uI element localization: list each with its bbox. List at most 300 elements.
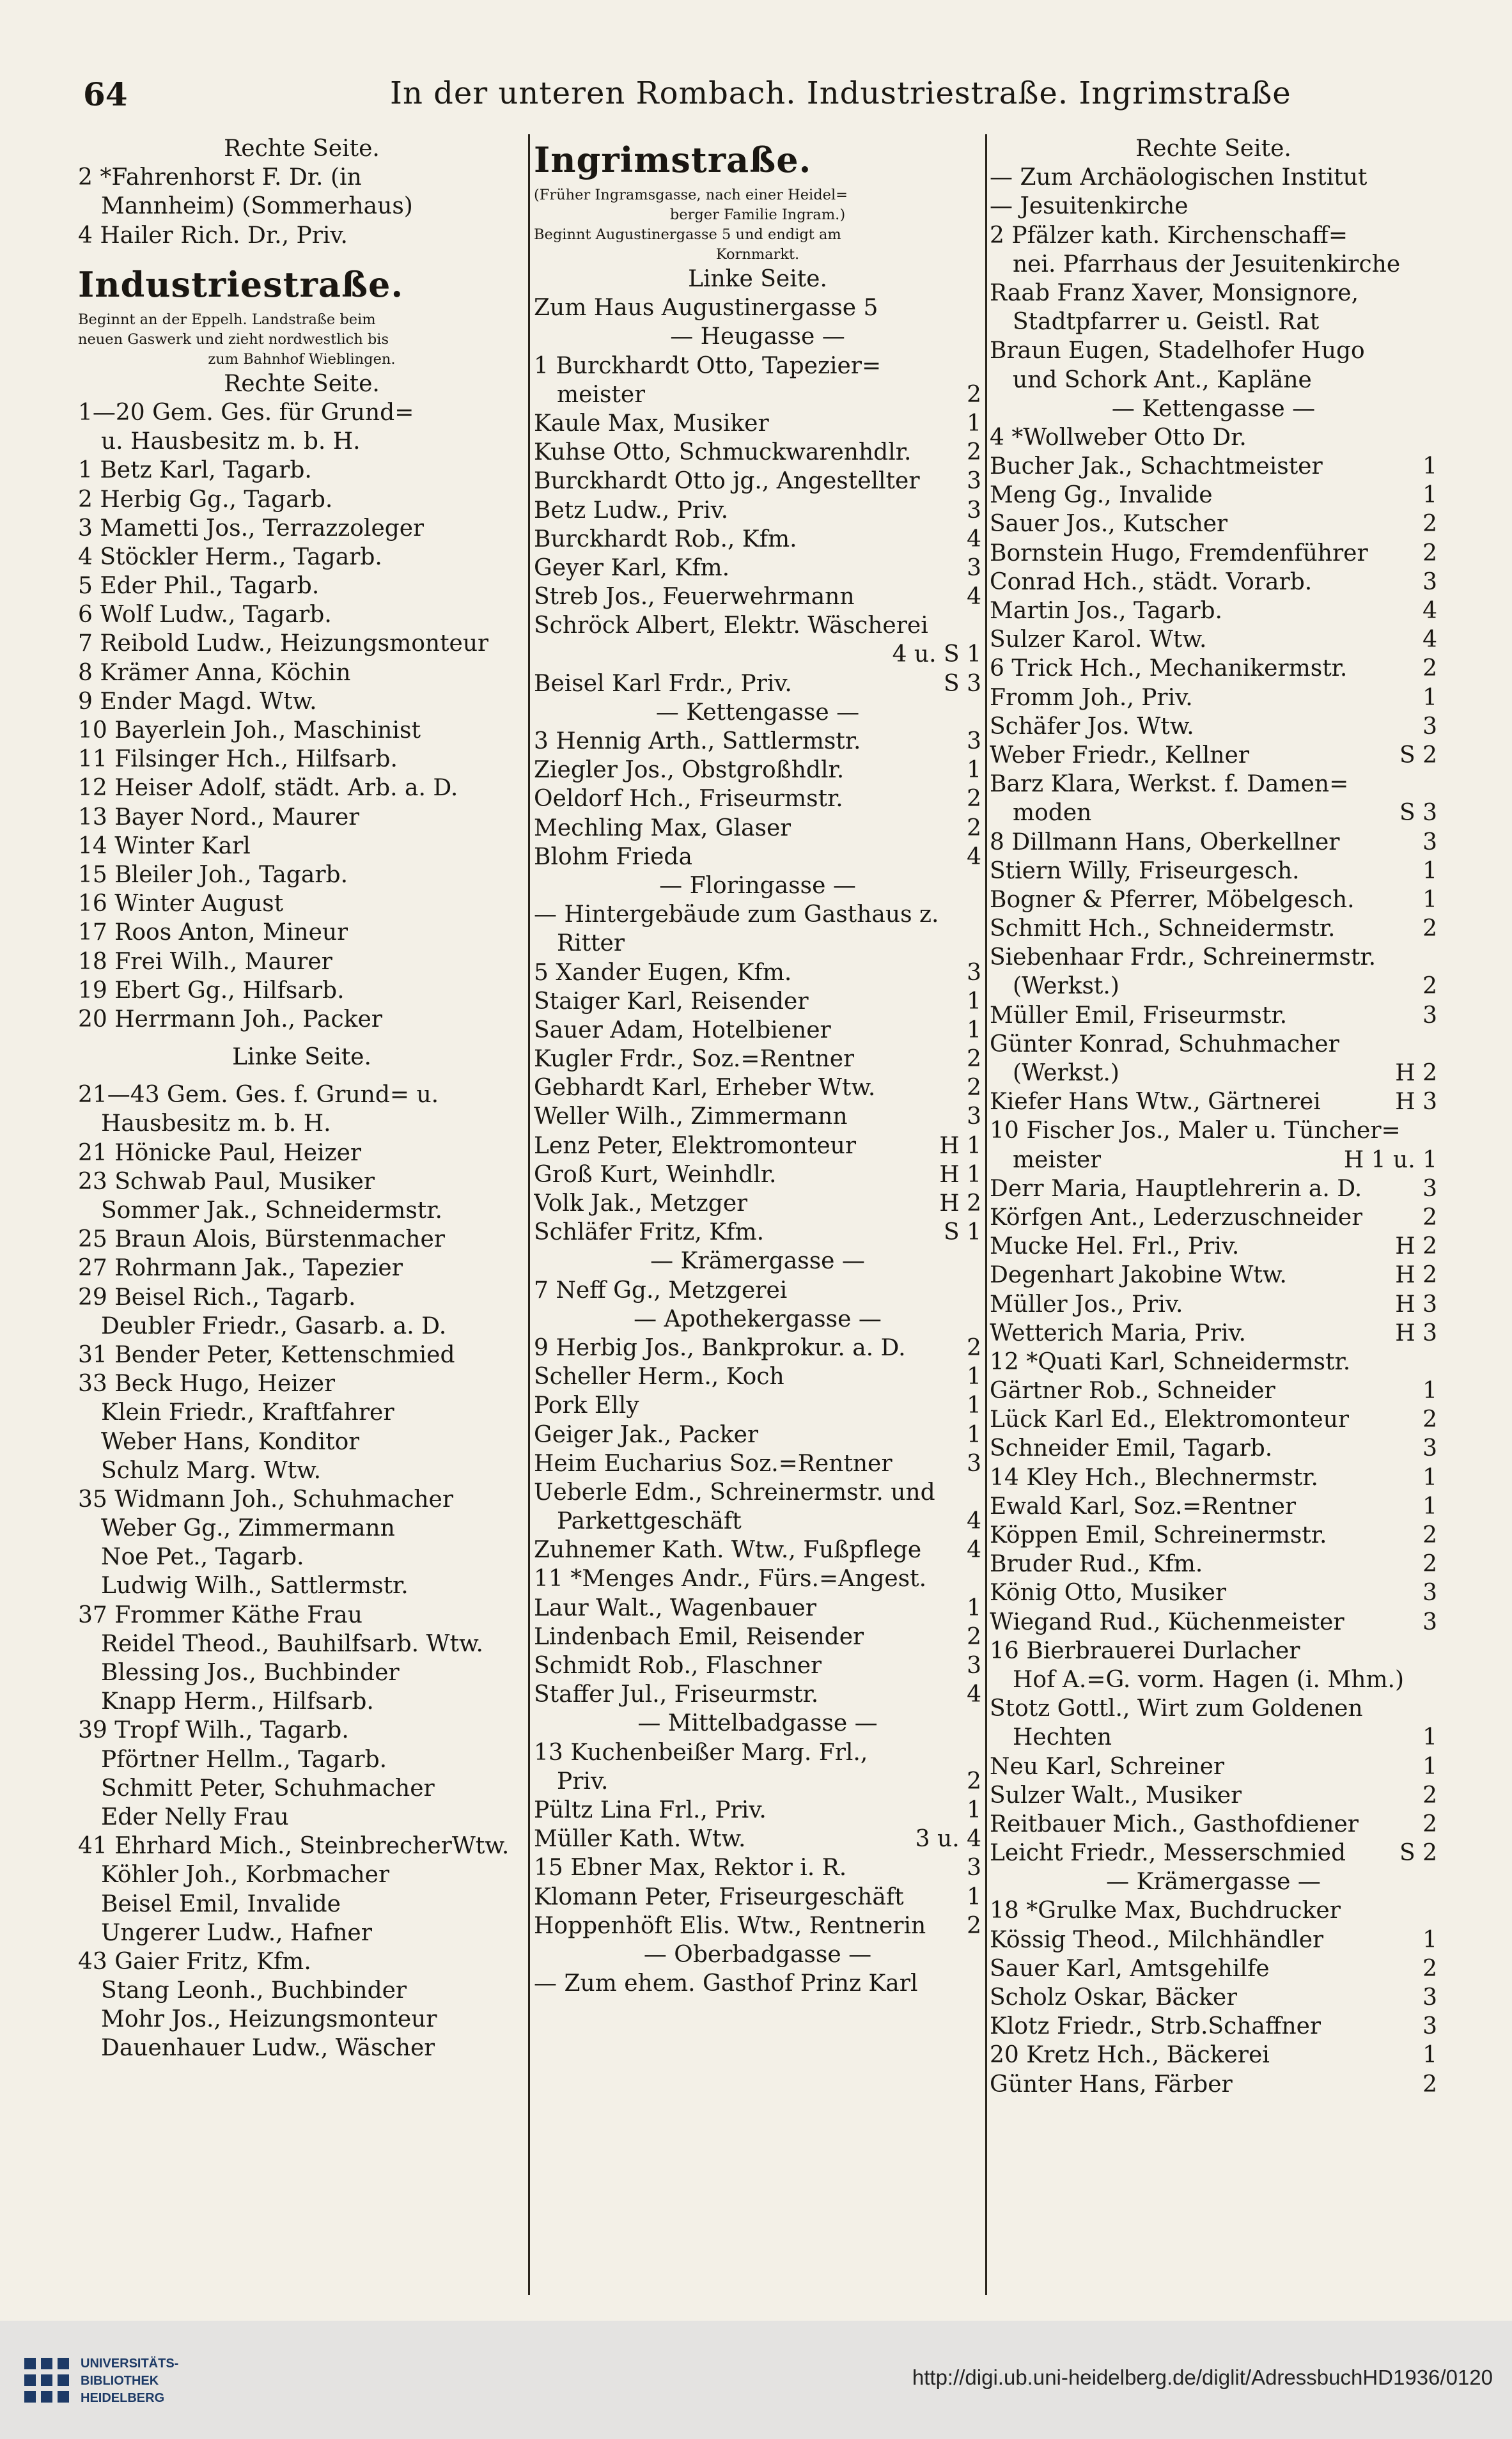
directory-entry — [990, 1203, 1437, 1232]
entry-text: Deubler Friedr., Gasarb. a. D. — [101, 1313, 447, 1339]
street-heading — [78, 259, 526, 310]
entry-text: Sauer Jos., Kutscher — [990, 511, 1228, 538]
entry-text: Rechte Seite. — [224, 136, 380, 162]
entry-text: Wetterich Maria, Priv. — [990, 1320, 1246, 1346]
entry-text: moden — [1013, 800, 1092, 827]
entry-text: Beisel Emil, Invalide — [101, 1890, 341, 1917]
directory-entry — [990, 1492, 1437, 1521]
entry-text: Lück Karl Ed., Elektromonteur — [990, 1407, 1350, 1433]
entry-text: Meng Gg., Invalide — [990, 482, 1213, 509]
entry-text: Zuhnemer Kath. Wtw., Fußpflege — [534, 1537, 922, 1564]
directory-entry — [990, 481, 1437, 510]
directory-entry — [534, 1969, 981, 1998]
directory-entry — [78, 629, 526, 658]
directory-entry — [534, 1102, 981, 1131]
directory-entry — [78, 543, 526, 572]
entry-text: 4 *Wollweber Otto Dr. — [990, 424, 1247, 451]
entry-text: 37 Frommer Käthe Frau — [78, 1601, 362, 1628]
entry-text: 15 Ebner Max, Rektor i. R. — [534, 1855, 847, 1882]
floor-indicator: 2 — [1422, 511, 1437, 538]
spacer — [78, 250, 526, 259]
floor-indicator: 1 — [967, 1017, 981, 1043]
directory-entry — [78, 832, 526, 861]
floor-indicator: 3 — [967, 1450, 981, 1477]
directory-entry — [78, 1196, 526, 1225]
entry-text: — Jesuitenkirche — [990, 193, 1189, 220]
entry-text: Köhler Joh., Korbmacher — [101, 1862, 390, 1889]
entry-text: Derr Maria, Hauptlehrerin a. D. — [990, 1175, 1362, 1202]
floor-indicator: 1 — [1422, 1926, 1437, 1953]
entry-text: Hausbesitz m. b. H. — [101, 1110, 331, 1137]
entry-text: Burckhardt Rob., Kfm. — [534, 526, 797, 552]
entry-text: Groß Kurt, Weinhdlr. — [534, 1161, 777, 1188]
directory-entry — [78, 192, 526, 221]
directory-entry — [990, 1723, 1437, 1752]
entry-text: 15 Bleiler Joh., Tagarb. — [78, 861, 348, 888]
entry-text: — Zum Archäologischen Institut — [990, 164, 1368, 191]
column-middle — [534, 134, 981, 2308]
directory-entry — [534, 409, 981, 438]
directory-entry — [990, 1376, 1437, 1405]
directory-entry — [990, 2041, 1437, 2069]
directory-entry — [534, 1218, 981, 1247]
entry-text: Knapp Herm., Hilfsarb. — [101, 1688, 374, 1715]
directory-entry — [990, 1174, 1437, 1203]
directory-entry — [534, 554, 981, 582]
directory-entry — [990, 1694, 1437, 1723]
entry-text: — Krämergasse — — [650, 1248, 865, 1275]
column-rule — [528, 134, 530, 2295]
directory-entry — [534, 1189, 981, 1218]
entry-text: Linke Seite. — [232, 1044, 371, 1071]
entry-text: Ziegler Jos., Obstgroßhdlr. — [534, 757, 845, 784]
directory-entry — [990, 885, 1437, 914]
entry-text: Schröck Albert, Elektr. Wäscherei — [534, 612, 928, 639]
directory-entry — [78, 1398, 526, 1427]
directory-entry — [534, 1449, 981, 1478]
entry-text: 20 Herrmann Joh., Packer — [78, 1006, 382, 1032]
running-title: In der unteren Rombach. Industriestraße. Ingrimstraße — [390, 75, 1291, 111]
floor-indicator: 2 — [1422, 916, 1437, 942]
directory-entry — [990, 510, 1437, 538]
entry-text: — Mittelbadgasse — — [637, 1710, 878, 1737]
directory-entry — [534, 669, 981, 698]
directory-entry — [78, 1947, 526, 1976]
section-heading — [534, 1305, 981, 1334]
directory-entry — [534, 1276, 981, 1305]
entry-text: Klotz Friedr., Strb.Schaffner — [990, 2013, 1321, 2040]
entry-text: neuen Gaswerk und zieht nordwestlich bis — [78, 331, 389, 348]
entry-text: Mechling Max, Glaser — [534, 814, 791, 841]
entry-text: Schneider Emil, Tagarb. — [990, 1435, 1273, 1462]
entry-text: Ingrimstraße. — [534, 139, 812, 180]
directory-entry — [990, 1261, 1437, 1290]
entry-text: Raab Franz Xaver, Monsignore, — [990, 279, 1359, 306]
floor-indicator: 1 — [967, 1421, 981, 1448]
directory-entry — [78, 1716, 526, 1745]
entry-text: Günter Konrad, Schuhmacher — [990, 1031, 1339, 1057]
floor-indicator: 2 — [1422, 2071, 1437, 2098]
entry-text: Lenz Peter, Elektromonteur — [534, 1132, 857, 1159]
entry-text: 6 Wolf Ludw., Tagarb. — [78, 602, 332, 628]
directory-entry — [990, 1665, 1437, 1694]
entry-text: Ueberle Edm., Schreinermstr. und — [534, 1479, 935, 1506]
floor-indicator: 3 — [967, 1653, 981, 1679]
floor-indicator: 2 — [967, 1912, 981, 1939]
directory-entry — [990, 568, 1437, 596]
entry-text: Heim Eucharius Soz.=Rentner — [534, 1450, 892, 1477]
directory-entry — [78, 1139, 526, 1167]
directory-entry — [78, 918, 526, 947]
entry-text: Bucher Jak., Schachtmeister — [990, 453, 1323, 480]
directory-entry — [78, 1225, 526, 1254]
directory-entry — [534, 1738, 981, 1767]
entry-text: Priv. — [557, 1768, 609, 1795]
directory-entry — [534, 1507, 981, 1536]
entry-text: König Otto, Musiker — [990, 1580, 1227, 1607]
directory-entry — [534, 1391, 981, 1420]
directory-entry — [78, 1832, 526, 1860]
directory-entry — [78, 1687, 526, 1716]
directory-entry — [78, 1976, 526, 2005]
viewer-footer — [0, 2321, 1512, 2439]
entry-text: Kuhse Otto, Schmuckwarenhdlr. — [534, 439, 912, 466]
entry-text: Mannheim) (Sommerhaus) — [101, 193, 413, 220]
directory-entry — [534, 1594, 981, 1623]
directory-entry — [990, 683, 1437, 712]
floor-indicator: H 3 — [1395, 1089, 1437, 1116]
directory-entry — [78, 163, 526, 192]
section-heading — [78, 370, 526, 398]
entry-text: 21—43 Gem. Ges. f. Grund= u. — [78, 1082, 439, 1109]
entry-text: 1 Betz Karl, Tagarb. — [78, 457, 312, 484]
floor-indicator: 3 — [1422, 1435, 1437, 1462]
floor-indicator: 3 — [1422, 1580, 1437, 1607]
floor-indicator: S 2 — [1399, 1840, 1437, 1867]
floor-indicator: 2 — [1422, 1811, 1437, 1837]
entry-text: Müller Emil, Friseurmstr. — [990, 1002, 1288, 1029]
directory-entry — [534, 225, 981, 245]
floor-indicator: 3 — [967, 468, 981, 495]
floor-indicator: 1 — [1422, 857, 1437, 884]
directory-entry — [78, 1803, 526, 1832]
entry-text: — Kettengasse — — [1111, 395, 1316, 422]
entry-text: 12 Heiser Adolf, städt. Arb. a. D. — [78, 775, 458, 802]
section-heading — [534, 1709, 981, 1738]
floor-indicator: 2 — [967, 1075, 981, 1102]
floor-indicator: S 3 — [1399, 800, 1437, 827]
entry-text: Reitbauer Mich., Gasthofdiener — [990, 1811, 1359, 1837]
directory-entry — [78, 1774, 526, 1803]
directory-entry — [534, 496, 981, 525]
directory-entry — [534, 1160, 981, 1189]
entry-text: Günter Hans, Färber — [990, 2071, 1233, 2098]
entry-text: Sauer Karl, Amtsgehilfe — [990, 1955, 1270, 1982]
directory-entry — [78, 1456, 526, 1485]
directory-entry — [534, 293, 981, 322]
floor-indicator: 3 — [967, 554, 981, 581]
entry-text: Ungerer Ludw., Hafner — [101, 1919, 372, 1946]
library-logo[interactable] — [22, 2353, 179, 2410]
directory-entry — [990, 336, 1437, 365]
entry-text: 31 Bender Peter, Kettenschmied — [78, 1341, 455, 1368]
entry-text: Staffer Jul., Friseurmstr. — [534, 1681, 819, 1708]
floor-indicator: 2 — [967, 439, 981, 466]
floor-indicator: 2 — [967, 1334, 981, 1361]
floor-indicator: 2 — [1422, 1955, 1437, 1982]
entry-text: Klomann Peter, Friseurgeschäft — [534, 1883, 904, 1910]
directory-entry — [990, 1578, 1437, 1607]
directory-entry — [534, 1045, 981, 1073]
floor-indicator: 1 — [967, 1796, 981, 1823]
entry-text: 14 Kley Hch., Blechnermstr. — [990, 1464, 1318, 1491]
floor-indicator: 3 — [1422, 1002, 1437, 1029]
entry-text: 7 Reibold Ludw., Heizungsmonteur — [78, 630, 489, 657]
entry-text: Blessing Jos., Buchbinder — [101, 1660, 400, 1686]
directory-entry — [990, 1752, 1437, 1781]
library-name-line: BIBLIOTHEK — [81, 2374, 159, 2388]
floor-indicator: H 2 — [1395, 1233, 1437, 1260]
entry-text: 1—20 Gem. Ges. für Grund= — [78, 399, 414, 426]
directory-entry — [990, 423, 1437, 452]
floor-indicator: 3 — [967, 728, 981, 754]
entry-text: Schmidt Rob., Flaschner — [534, 1653, 822, 1679]
directory-entry — [534, 1536, 981, 1564]
floor-indicator: 1 — [967, 1364, 981, 1391]
entry-text: Wiegand Rud., Küchenmeister — [990, 1609, 1344, 1635]
entry-text: Staiger Karl, Reisender — [534, 988, 809, 1015]
directory-entry — [990, 1608, 1437, 1637]
directory-entry — [534, 1825, 981, 1853]
entry-text: 43 Gaier Fritz, Kfm. — [78, 1948, 311, 1975]
directory-entry — [78, 1919, 526, 1947]
directory-entry — [990, 1059, 1437, 1087]
directory-entry — [990, 1521, 1437, 1550]
entry-text: Siebenhaar Frdr., Schreinermstr. — [990, 944, 1376, 971]
floor-indicator: H 2 — [1395, 1060, 1437, 1086]
floor-indicator: 2 — [967, 1046, 981, 1073]
street-heading — [534, 134, 981, 185]
floor-indicator: 1 — [967, 410, 981, 437]
floor-indicator: S 1 — [943, 1219, 981, 1246]
floor-indicator: 3 u. 4 — [915, 1826, 981, 1853]
floor-indicator: 2 — [1422, 1407, 1437, 1433]
entry-text: Pförtner Hellm., Tagarb. — [101, 1746, 387, 1773]
entry-text: Beginnt an der Eppelh. Landstraße beim — [78, 311, 376, 328]
directory-entry — [534, 958, 981, 987]
entry-text: Stang Leonh., Buchbinder — [101, 1977, 407, 2004]
floor-indicator: 1 — [1422, 453, 1437, 480]
directory-entry — [78, 1080, 526, 1109]
floor-indicator: 2 — [1422, 1551, 1437, 1578]
directory-entry — [534, 1334, 981, 1362]
entry-text: Bogner & Pferrer, Möbelgesch. — [990, 886, 1355, 913]
section-heading — [990, 134, 1437, 163]
entry-text: 23 Schwab Paul, Musiker — [78, 1168, 375, 1195]
entry-text: Noe Pet., Tagarb. — [101, 1544, 304, 1571]
entry-text: berger Familie Ingram.) — [669, 206, 846, 223]
floor-indicator: H 1 — [939, 1132, 981, 1159]
entry-text: 2 *Fahrenhorst F. Dr. (in — [78, 164, 362, 191]
directory-entry — [534, 1680, 981, 1709]
directory-entry — [990, 799, 1437, 827]
floor-indicator: 2 — [967, 814, 981, 841]
directory-entry — [534, 900, 981, 929]
entry-text: 33 Beck Hugo, Heizer — [78, 1371, 336, 1398]
directory-entry — [990, 1781, 1437, 1810]
directory-entry — [534, 1796, 981, 1825]
entry-text: Stadtpfarrer u. Geistl. Rat — [1013, 309, 1320, 336]
entry-text: Schmitt Peter, Schuhmacher — [101, 1775, 435, 1802]
floor-indicator: 1 — [1422, 684, 1437, 711]
entry-text: — Hintergebäude zum Gasthaus z. — [534, 901, 939, 928]
entry-text: Streb Jos., Feuerwehrmann — [534, 584, 855, 611]
floor-indicator: 2 — [1422, 655, 1437, 682]
directory-entry — [78, 2034, 526, 2062]
entry-text: Weller Wilh., Zimmermann — [534, 1103, 848, 1130]
directory-entry — [990, 1087, 1437, 1116]
entry-text: Eder Nelly Frau — [101, 1804, 289, 1830]
source-url-link[interactable]: http://digi.ub.uni-heidelberg.de/diglit/AdressbuchHD1936/0120 — [912, 2365, 1493, 2389]
directory-entry — [990, 1116, 1437, 1145]
entry-text: 6 Trick Hch., Mechanikermstr. — [990, 655, 1348, 682]
entry-text: Gärtner Rob., Schneider — [990, 1378, 1275, 1405]
directory-entry — [990, 1954, 1437, 1983]
directory-entry — [990, 1463, 1437, 1492]
floor-indicator: 2 — [1422, 540, 1437, 566]
entry-text: Blohm Frieda — [534, 843, 692, 870]
entry-text: Fromm Joh., Priv. — [990, 684, 1193, 711]
entry-text: zum Bahnhof Wieblingen. — [208, 350, 396, 368]
floor-indicator: H 1 — [939, 1161, 981, 1188]
directory-entry — [78, 600, 526, 629]
entry-text: Volk Jak., Metzger — [534, 1190, 748, 1217]
directory-entry — [78, 947, 526, 976]
entry-text: 2 Herbig Gg., Tagarb. — [78, 486, 333, 513]
entry-text: Betz Ludw., Priv. — [534, 497, 729, 524]
entry-text: Müller Kath. Wtw. — [534, 1826, 746, 1853]
directory-entry — [534, 611, 981, 640]
directory-entry — [534, 1421, 981, 1449]
directory-entry — [990, 1001, 1437, 1030]
directory-entry — [534, 843, 981, 871]
entry-text: 20 Kretz Hch., Bäckerei — [990, 2042, 1270, 2069]
entry-text: Kiefer Hans Wtw., Gärtnerei — [990, 1089, 1321, 1116]
directory-entry — [990, 712, 1437, 741]
entry-text: 2 Pfälzer kath. Kirchenschaff= — [990, 222, 1348, 249]
section-heading — [534, 245, 981, 265]
directory-entry — [990, 596, 1437, 625]
floor-indicator: 1 — [1422, 2042, 1437, 2069]
entry-text: Kugler Frdr., Soz.=Rentner — [534, 1046, 855, 1073]
directory-entry — [78, 1369, 526, 1398]
floor-indicator: H 2 — [1395, 1262, 1437, 1289]
floor-indicator: S 2 — [1399, 742, 1437, 768]
entry-text: 18 Frei Wilh., Maurer — [78, 948, 332, 975]
entry-text: Bornstein Hugo, Fremdenführer — [990, 540, 1368, 566]
entry-text: Rechte Seite. — [224, 370, 380, 397]
entry-text: 5 Eder Phil., Tagarb. — [78, 573, 320, 600]
directory-entry — [78, 1658, 526, 1687]
directory-entry — [78, 1341, 526, 1369]
entry-text: 11 *Menges Andr., Fürs.=Angest. — [534, 1566, 927, 1593]
floor-indicator: 2 — [967, 1623, 981, 1650]
directory-entry — [990, 1810, 1437, 1839]
entry-text: Sauer Adam, Hotelbiener — [534, 1017, 831, 1043]
floor-indicator: 3 — [1422, 1609, 1437, 1635]
entry-text: Kornmarkt. — [715, 246, 800, 263]
floor-indicator: 3 — [967, 1103, 981, 1130]
entry-text: Sulzer Walt., Musiker — [990, 1782, 1242, 1809]
floor-indicator: 4 u. S 1 — [892, 641, 981, 668]
entry-text: 8 Krämer Anna, Köchin — [78, 659, 351, 686]
directory-entry — [990, 1232, 1437, 1261]
directory-entry — [990, 654, 1437, 683]
floor-indicator: 4 — [967, 843, 981, 870]
floor-indicator: 2 — [967, 1768, 981, 1795]
floor-indicator: 1 — [1422, 1378, 1437, 1405]
entry-text: — Oberbadgasse — — [643, 1941, 872, 1968]
directory-entry — [990, 1637, 1437, 1665]
directory-entry — [990, 828, 1437, 857]
floor-indicator: S 3 — [943, 670, 981, 697]
floor-indicator: 1 — [967, 757, 981, 784]
directory-entry — [78, 861, 526, 889]
entry-text: Kaule Max, Musiker — [534, 410, 769, 437]
directory-entry — [990, 1550, 1437, 1578]
entry-text: Schäfer Jos. Wtw. — [990, 713, 1194, 740]
directory-entry — [534, 1623, 981, 1651]
page-number: 64 — [83, 75, 128, 113]
directory-entry — [990, 1983, 1437, 2012]
section-heading — [534, 1940, 981, 1969]
directory-entry — [78, 1571, 526, 1600]
directory-entry — [534, 582, 981, 611]
entry-text: Köppen Emil, Schreinermstr. — [990, 1522, 1327, 1548]
entry-text: 25 Braun Alois, Bürstenmacher — [78, 1226, 445, 1253]
directory-entry — [78, 1514, 526, 1543]
directory-entry — [534, 1073, 981, 1102]
library-name-line: UNIVERSITÄTS- — [81, 2357, 179, 2371]
directory-entry — [534, 1883, 981, 1912]
directory-entry — [990, 1405, 1437, 1434]
entry-text: 1 Burckhardt Otto, Tapezier= — [534, 352, 882, 379]
entry-text: Schmitt Hch., Schneidermstr. — [990, 916, 1336, 942]
directory-entry — [990, 163, 1437, 192]
entry-text: Stiern Willy, Friseurgesch. — [990, 857, 1300, 884]
directory-entry — [990, 308, 1437, 336]
directory-entry — [78, 221, 526, 250]
entry-text: 3 Mametti Jos., Terrazzoleger — [78, 515, 425, 542]
entry-text: meister — [1013, 1146, 1102, 1173]
entry-text: 10 Fischer Jos., Maler u. Tüncher= — [990, 1118, 1401, 1144]
directory-entry — [78, 1109, 526, 1138]
directory-entry — [78, 1254, 526, 1282]
floor-indicator: 1 — [1422, 1753, 1437, 1780]
section-heading — [534, 1247, 981, 1275]
running-head — [83, 75, 1458, 120]
entry-text: Rechte Seite. — [1135, 136, 1291, 162]
spacer — [78, 1034, 526, 1043]
entry-text: Barz Klara, Werkst. f. Damen= — [990, 771, 1349, 798]
directory-entry — [534, 467, 981, 495]
entry-text: Beisel Karl Frdr., Priv. — [534, 670, 792, 697]
directory-entry — [78, 1485, 526, 1514]
directory-entry — [990, 279, 1437, 308]
entry-text: Geiger Jak., Packer — [534, 1421, 759, 1448]
entry-text: — Krämergasse — — [1106, 1869, 1321, 1896]
directory-entry — [990, 366, 1437, 394]
